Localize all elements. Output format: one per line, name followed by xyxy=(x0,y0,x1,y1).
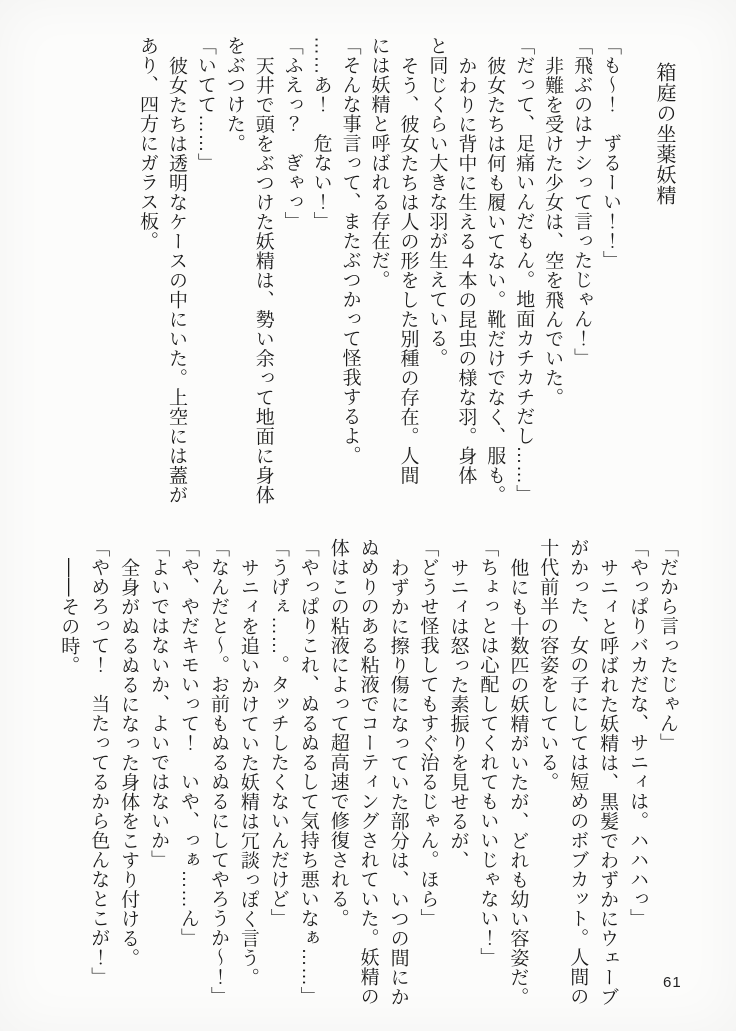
text-line: あり、四方にガラス板。 xyxy=(137,36,158,251)
text-line: 「なんだと〜。お前もぬるぬるにしてやろうか〜！」 xyxy=(207,538,229,1006)
text-line: ……あ！ 危ない！」 xyxy=(310,36,332,231)
top-text-block xyxy=(137,36,674,514)
text-line: 体はこの粘液によって超高速で修復される。 xyxy=(327,538,349,928)
text-line: かわりに背中に生える４本の昆虫の様な羽。身体 xyxy=(455,56,477,485)
text-line: 「やっぱりこれ、ぬるぬるして気持ち悪いなぁ……」 xyxy=(297,538,319,1006)
text-line: をぶつけた。 xyxy=(223,36,245,153)
text-line: 「やっぱりバカだな、サニィは。ハハハっ」 xyxy=(627,538,649,928)
text-line: 「や、やだキモいって！ いや、っぁ……ん」 xyxy=(178,538,199,948)
text-line: 「どうせ怪我してもすぐ治るじゃん。ほら」 xyxy=(417,538,439,928)
text-line: サニィは怒った素振りを見せるが、 xyxy=(447,558,469,870)
text-line: 「ちょっとは心配してくれてもいいじゃない！」 xyxy=(477,538,499,967)
text-line: 十代前半の容姿をしている。 xyxy=(537,538,559,792)
text-line: 彼女たちは何も履いてない。靴だけでなく、服も。 xyxy=(484,56,506,505)
text-line: と同じくらい大きな羽が生えている。 xyxy=(426,36,448,368)
text-line: 天井で頭をぶつけた妖精は、勢い余って地面に身体 xyxy=(252,56,274,505)
text-line: 「ふえっ？ ぎゃっ」 xyxy=(281,36,303,231)
text-line: 他にも十数匹の妖精がいたが、どれも幼い容姿だ。 xyxy=(507,558,529,1007)
text-line: 「よいではないか、よいではないか」 xyxy=(148,538,170,870)
text-line: 「やめろって！ 当たってるから色んなとこが！」 xyxy=(88,538,110,987)
page-title: 箱庭の坐薬妖精 xyxy=(653,62,675,206)
text-line: 「いてて……」 xyxy=(194,36,216,173)
text-line: 「飛ぶのはナシって言ったじゃん！」 xyxy=(571,36,593,368)
text-line: 「も〜！ ずるーい！！」 xyxy=(600,36,621,270)
text-line: 非難を受けた少女は、空を飛んでいた。 xyxy=(542,56,564,407)
text-line: 「だから言ったじゃん」 xyxy=(657,538,678,753)
text-line: サニィを追いかけていた妖精は冗談っぽく言う。 xyxy=(237,558,259,987)
text-line: 彼女たちは透明なケースの中にいた。上空には蓋が xyxy=(165,56,187,505)
text-line: ――その時。 xyxy=(58,558,80,675)
text-line: がかった、女の子にしては短めのボブカット。人間の xyxy=(567,538,589,1006)
text-line: 「そんな事言って、またぶつかって怪我するよ。 xyxy=(339,36,361,465)
text-line: 「うげぇ……。タッチしたくないんだけど」 xyxy=(267,538,289,928)
text-line: 全身がぬるぬるになった身体をこすり付ける。 xyxy=(118,558,140,968)
text-line: サニィと呼ばれた妖精は、黒髪でわずかにウェーブ xyxy=(597,558,619,1007)
text-line: 「だって、足痛いんだもん。地面カチカチだし……」 xyxy=(513,36,535,504)
text-line: には妖精と呼ばれる存在だ。 xyxy=(368,36,390,290)
bottom-text-block xyxy=(58,538,677,1016)
page-number: 61 xyxy=(663,974,682,991)
text-line: ぬめりのある粘液でコーティングされていた。妖精の xyxy=(357,538,379,1006)
text-line: わずかに擦り傷になっていた部分は、いつの間にか xyxy=(387,558,409,1007)
text-line: そう、彼女たちは人の形をした別種の存在。人間 xyxy=(397,56,419,485)
